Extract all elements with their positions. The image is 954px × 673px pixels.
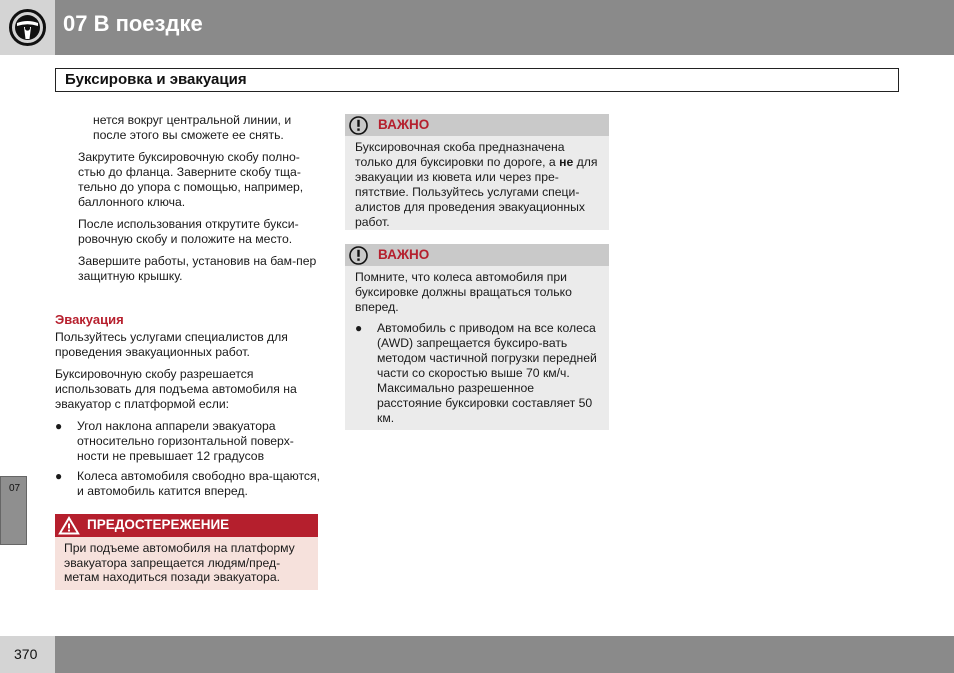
list-item (55, 419, 320, 464)
instruction-step: Закрутите буксировочную скобу полно-стью до фланца. Заверните скобу тща-тельно до упора с помощью, например, баллонного ключа. (78, 150, 304, 209)
page-number: 370 (14, 646, 38, 662)
list-item (55, 469, 320, 499)
important-header (345, 114, 609, 136)
bullet-icon: ● (355, 321, 363, 335)
warning-text: При подъеме автомобиля на платформу эвакуатора запрещается людям/пред-метам находиться позади эвакуатора. (64, 541, 295, 584)
section-title: Буксировка и эвакуация (65, 71, 247, 88)
warning-header (55, 514, 318, 537)
page-number-box (0, 636, 55, 673)
page-header (0, 0, 954, 55)
list-item-text: Колеса автомобиля свободно вра-щаются, и автомобиль катится вперед. (77, 469, 321, 498)
paragraph: Пользуйтесь услугами специалистов для проведения эвакуационных работ. (55, 330, 288, 359)
important-text-part: для эвакуации из кювета или через пре-пятствие. Пользуйтесь услугами специ-алистов для проведения эвакуационных работ. (355, 155, 598, 229)
chapter-title: 07 В поездке (63, 11, 203, 36)
warning-title: ПРЕДОСТЕРЕЖЕНИЕ (87, 517, 230, 532)
chapter-logo-box (0, 0, 55, 55)
list-item-text: Автомобиль с приводом на все колеса (AWD) запрещается буксиро-вать методом частичной погрузки передней части со скоростью выше 70 км/ч. Максимально разрешенное расстояние буксировки составляет 50 км. (377, 321, 597, 425)
important-title: ВАЖНО (378, 117, 430, 132)
continued-text: нется вокруг центральной линии, и после этого вы сможете ее снять. (93, 113, 292, 142)
important-text (345, 136, 609, 230)
bullet-icon: ● (55, 419, 63, 433)
important-body (345, 136, 609, 230)
important-title: ВАЖНО (378, 247, 430, 262)
important-header (345, 244, 609, 266)
important-text-part: Буксировочная скоба предназначена только для буксировки по дороге, а (355, 140, 565, 169)
steering-wheel-icon (8, 8, 47, 47)
list-item-text: Угол наклона аппарели эвакуатора относительно горизонтальной поверх-ности не превышает 12 градусов (77, 419, 294, 463)
exclamation-circle-icon (349, 246, 368, 265)
section-bar (55, 68, 899, 92)
warning-triangle-icon (58, 516, 80, 535)
paragraph: Буксировочную скобу разрешается использовать для подъема автомобиля на эвакуатор с платформой если: (55, 367, 297, 411)
warning-body (55, 537, 318, 590)
side-tab-label: 07 (9, 483, 21, 494)
bullet-icon: ● (55, 469, 63, 483)
important-body (345, 266, 609, 430)
page-footer (0, 636, 954, 673)
evacuation-heading: Эвакуация (55, 312, 124, 327)
instruction-step: После использования открутите букси-ровочную скобу и положите на место. (78, 217, 299, 246)
important-emphasis: не (559, 155, 574, 169)
instruction-step: Завершите работы, установив на бам-пер защитную крышку. (78, 254, 317, 283)
chapter-side-tab (0, 476, 27, 545)
important-text (345, 266, 609, 426)
left-column (55, 113, 320, 504)
important-paragraph: Помните, что колеса автомобиля при буксировке должны вращаться только вперед. (355, 270, 572, 314)
list-item (355, 321, 599, 426)
exclamation-circle-icon (349, 116, 368, 135)
